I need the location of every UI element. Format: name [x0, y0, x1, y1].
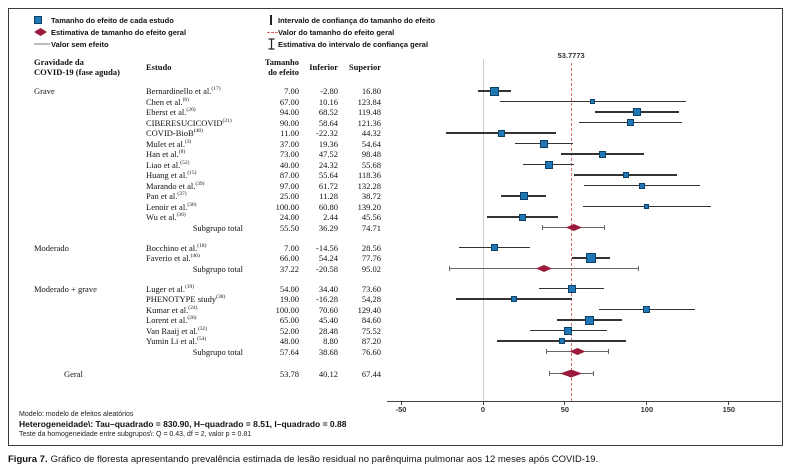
ci-upper-value: 38.72 — [361, 191, 381, 201]
ci-lower-value: 58.64 — [318, 117, 338, 128]
effect-value: 65.00 — [279, 315, 299, 325]
reference-superscript: (36) — [176, 212, 186, 219]
reference-superscript: (39) — [195, 180, 205, 187]
x-axis-tick-label: 0 — [480, 405, 486, 414]
effect-value: 66.00 — [279, 253, 299, 263]
effect-value: 54.00 — [279, 283, 299, 294]
ci-lower-value: -2.80 — [320, 86, 338, 96]
ci-upper-value: 98.48 — [361, 149, 381, 159]
model-note: Modelo: modelo de efeitos aleatórios — [19, 411, 134, 418]
subtotal-label: Subgrupo total — [192, 222, 243, 233]
reference-superscript: (24) — [188, 304, 198, 311]
study-name: Marando et al.$^{(39)}$ — [146, 180, 205, 191]
reference-superscript: (30) — [187, 201, 197, 208]
ci-lower-value: 36.29 — [318, 222, 338, 233]
ci-lower-value: -16.28 — [316, 294, 338, 304]
reference-superscript: (8) — [178, 149, 186, 156]
ci-upper-value: 45.56 — [361, 212, 381, 222]
effect-value: 100.00 — [275, 304, 299, 315]
ci-lower-value: 47.52 — [318, 149, 338, 159]
ci-upper-value: 129.40 — [357, 304, 381, 315]
x-axis-tick-label: 150 — [722, 405, 736, 414]
ci-lower-value: 60.80 — [318, 201, 338, 212]
study-name: Bernardinello et al.$^{(17)}$ — [146, 86, 221, 96]
ci-lower-value: 55.64 — [318, 170, 338, 180]
ci-upper-value: 54.64 — [361, 138, 381, 149]
study-name: Kumar et al.$^{(24)}$ — [146, 304, 198, 315]
effect-value: 55.50 — [279, 222, 299, 233]
effect-value: 11.00 — [280, 128, 299, 138]
legend-label: Estimativa do intervalo de confiança geral — [278, 39, 429, 49]
ci-lower-value: 28.48 — [318, 325, 338, 336]
study-name: COVID-BioB$^{(48)}$ — [146, 128, 203, 138]
ci-lower-value: 40.12 — [318, 368, 338, 379]
subtotal-label: Subgrupo total — [192, 346, 243, 357]
header-severity-line1: Gravidade da — [34, 57, 84, 67]
study-name: Lenoir et al.$^{(30)}$ — [146, 201, 197, 212]
ci-lower-value: 19.36 — [318, 138, 338, 149]
ci-upper-value: 74.71 — [361, 222, 381, 233]
figure-caption — [8, 454, 786, 465]
study-name: Luger et al.$^{(19)}$ — [146, 283, 195, 294]
study-name: Lorent et al.$^{(26)}$ — [146, 315, 197, 325]
effect-value: 48.00 — [279, 336, 299, 346]
reference-superscript: (37) — [177, 191, 187, 198]
reference-superscript: (20) — [186, 107, 196, 114]
group-label: Moderado + grave — [34, 283, 97, 294]
ci-upper-value: 16.80 — [361, 86, 381, 96]
ci-lower-value: 11.28 — [319, 191, 338, 201]
effect-value: 73.00 — [279, 149, 299, 159]
figure-caption-text: Gráfico de floresta apresentando prevalência estimada de lesão residual no parênquima pulmonar aos 12 meses após COVID-19. — [50, 454, 599, 465]
study-name: Liao et al.$^{(52)}$ — [146, 159, 190, 170]
reference-superscript: (38) — [216, 294, 226, 301]
heterogeneity-note: Heterogeneidade\: Tau–quadrado = 830.90, H–quadrado = 8.51, I–quadrado = 0.88 — [19, 419, 347, 429]
reference-superscript: (18) — [197, 242, 207, 249]
ci-upper-value: 28.56 — [361, 242, 381, 253]
ci-lower-value: 70.60 — [318, 304, 338, 315]
x-axis-tick-label: -50 — [395, 405, 407, 414]
effect-value: 52.00 — [279, 325, 299, 336]
effect-value: 90.00 — [279, 117, 299, 128]
ci-upper-value: 95.02 — [361, 263, 381, 274]
ci-upper-value: 84.60 — [361, 315, 381, 325]
ci-lower-value: 24.32 — [318, 159, 338, 170]
study-name: CIBERESUCICOVID$^{(21)}$ — [146, 117, 232, 128]
ci-upper-value: 77.76 — [361, 253, 381, 263]
ci-upper-value: 75.52 — [361, 325, 381, 336]
study-name: Van Raaij et al.$^{(32)}$ — [146, 325, 208, 336]
ci-lower-value: 45.40 — [318, 315, 338, 325]
ci-upper-value: 87.20 — [361, 336, 381, 346]
study-name: Pan et al.$^{(37)}$ — [146, 191, 187, 201]
reference-superscript: (3) — [184, 138, 192, 145]
header-study: Estudo — [146, 62, 172, 72]
header-lower: Inferior — [309, 62, 338, 72]
ci-lower-value: 68.52 — [318, 107, 338, 117]
reference-superscript: (52) — [180, 159, 190, 166]
group-label: Grave — [34, 86, 55, 96]
x-axis-tick-label: 50 — [560, 405, 570, 414]
effect-value: 19.00 — [279, 294, 299, 304]
study-name: Bocchino et al.$^{(18)}$ — [146, 242, 207, 253]
effect-value: 94.00 — [279, 107, 299, 117]
ci-upper-value: 123.84 — [357, 96, 381, 107]
study-name: Chen et al.$^{(6)}$ — [146, 96, 190, 107]
header-upper: Superior — [348, 62, 381, 72]
effect-value: 87.00 — [279, 170, 299, 180]
ci-lower-value: 38.68 — [318, 346, 338, 357]
effect-value: 57.64 — [279, 346, 299, 357]
ci-upper-value: 121.36 — [357, 117, 381, 128]
header-effect-line1: Tamanho — [264, 57, 299, 67]
effect-value: 37.22 — [279, 263, 299, 274]
ci-lower-value: 10.16 — [318, 96, 338, 107]
study-name: Huang et al.$^{(15)}$ — [146, 170, 197, 180]
ci-lower-value: -14.56 — [316, 242, 338, 253]
header-severity-line2: COVID-19 (fase aguda) — [34, 67, 120, 77]
legend-label: Intervalo de confiança do tamanho do efeito — [278, 15, 436, 25]
reference-superscript: (32) — [197, 325, 208, 332]
study-name: Wu et al.$^{(36)}$ — [146, 212, 186, 222]
effect-value: 53.78 — [279, 368, 299, 379]
ci-upper-value: 67.44 — [361, 368, 381, 379]
effect-value: 25.00 — [279, 191, 299, 201]
header-effect-line2: do efeito — [268, 67, 299, 77]
legend-label: Tamanho do efeito de cada estudo — [51, 15, 174, 25]
reference-superscript: (17) — [211, 86, 221, 93]
effect-value: 100.00 — [275, 201, 299, 212]
effect-value: 7.00 — [284, 86, 299, 96]
effect-value: 37.00 — [279, 138, 299, 149]
effect-value: 40.00 — [279, 159, 299, 170]
ci-lower-value: 34.40 — [318, 283, 338, 294]
ci-upper-value: 119.48 — [357, 107, 381, 117]
effect-value: 97.00 — [279, 180, 299, 191]
overall-label: Geral — [64, 368, 83, 379]
ci-upper-value: 73.60 — [361, 283, 381, 294]
ci-upper-value: 55.68 — [361, 159, 381, 170]
figure-box — [8, 8, 783, 446]
effect-value: 67.00 — [279, 96, 299, 107]
legend-label: Estimativa de tamanho do efeito geral — [51, 27, 187, 37]
reference-superscript: (26) — [187, 315, 197, 322]
ci-lower-value: -20.58 — [316, 263, 338, 274]
study-name: Yumin Li et al.$^{(54)}$ — [146, 336, 207, 346]
study-name: PHENOTYPE study$^{(38)}$ — [146, 294, 226, 304]
effect-value: 7.00 — [284, 242, 299, 253]
ci-lower-value: 2.44 — [323, 212, 338, 222]
reference-superscript: (46) — [190, 253, 200, 260]
reference-superscript: (48) — [193, 128, 203, 135]
effect-value: 24.00 — [279, 212, 299, 222]
ci-lower-value: -22.32 — [316, 128, 338, 138]
group-label: Moderado — [34, 242, 69, 253]
legend-label: Valor sem efeito — [51, 39, 109, 49]
ci-upper-value: 139.20 — [357, 201, 381, 212]
reference-superscript: (19) — [184, 283, 195, 290]
study-name: Han et al.$^{(8)}$ — [146, 149, 186, 159]
ci-upper-value: 54,28 — [361, 294, 381, 304]
ci-upper-value: 76.60 — [361, 346, 381, 357]
ci-upper-value: 132.28 — [357, 180, 381, 191]
study-name: Mulet et al.$^{(3)}$ — [146, 138, 192, 149]
study-name: Eberst et al.$^{(20)}$ — [146, 107, 196, 117]
ci-upper-value: 44.32 — [361, 128, 381, 138]
overall-value-label: 53.7773 — [557, 51, 585, 60]
reference-superscript: (21) — [222, 117, 232, 124]
subgroup-test-note: Teste da homogeneidade entre subgrupos\: Q = 0.43, df = 2, valor p = 0.81 — [19, 431, 252, 438]
ci-lower-value: 54.24 — [318, 253, 338, 263]
table-area — [9, 9, 784, 447]
reference-superscript: (15) — [187, 170, 197, 177]
x-axis-tick-label: 100 — [640, 405, 654, 414]
legend-label: Valor do tamanho do efeito geral — [278, 27, 395, 37]
ci-lower-value: 8.80 — [323, 336, 338, 346]
figure-caption-label: Figura 7. — [8, 454, 48, 465]
ci-upper-value: 118.36 — [357, 170, 381, 180]
reference-superscript: (6) — [182, 96, 190, 103]
study-name: Faverio et al.$^{(46)}$ — [146, 253, 200, 263]
subtotal-label: Subgrupo total — [192, 263, 243, 274]
reference-superscript: (54) — [197, 336, 207, 343]
ci-lower-value: 61.72 — [318, 180, 338, 191]
